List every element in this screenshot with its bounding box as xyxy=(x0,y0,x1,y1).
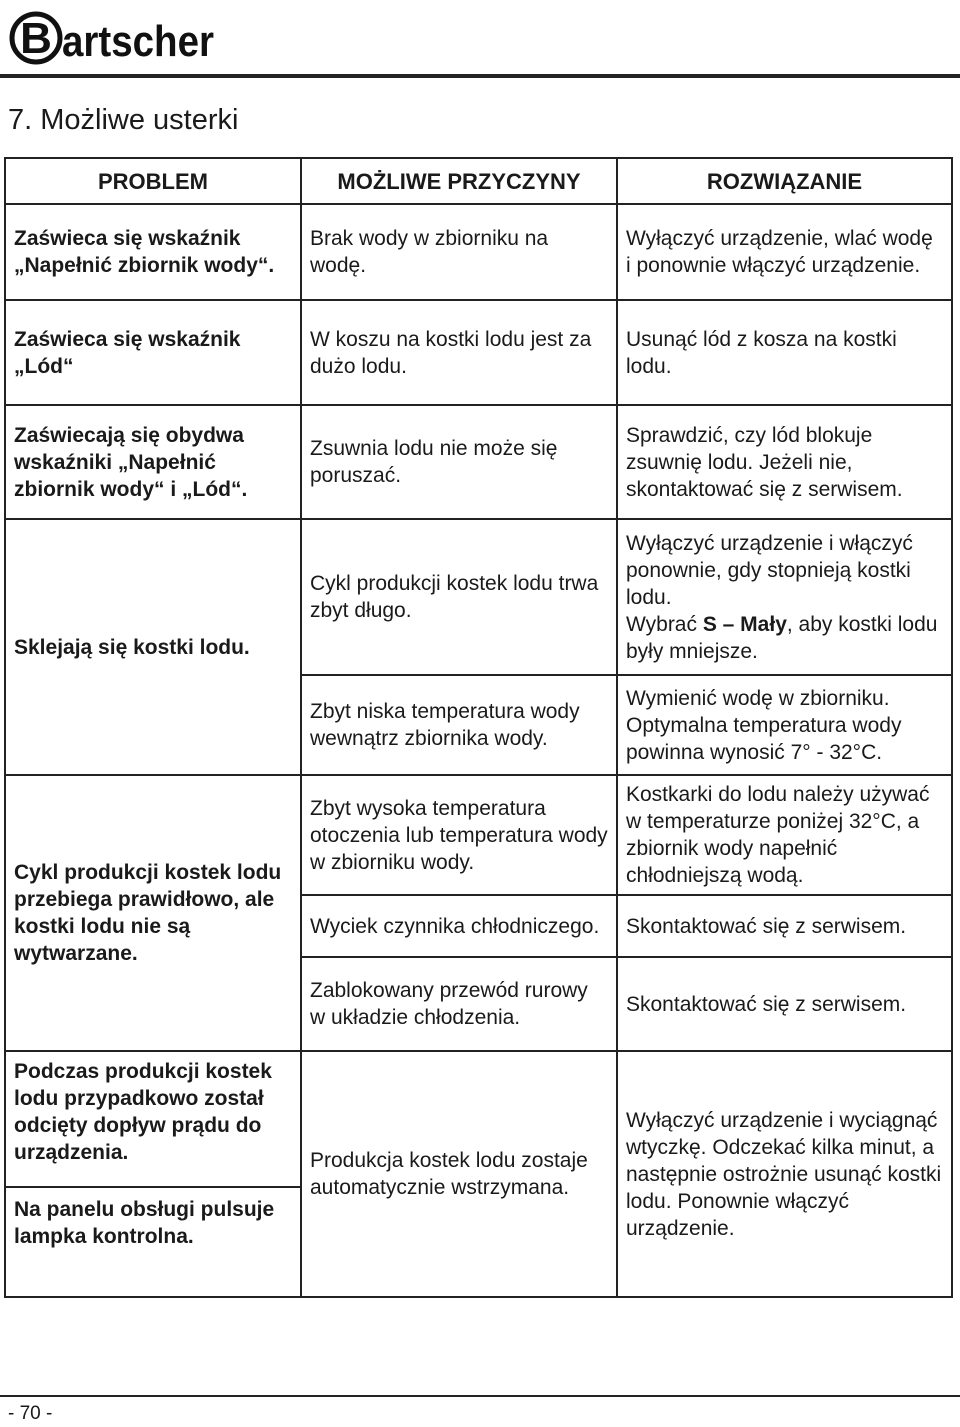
table-row xyxy=(5,1051,952,1297)
table-header-row xyxy=(5,158,952,204)
size-option: S – Mały xyxy=(702,612,787,636)
logo-wordmark: artscher xyxy=(62,17,214,66)
header-problem: PROBLEM xyxy=(5,158,301,204)
solution-cell: Usunąć lód z kosza na kostki lodu. xyxy=(617,300,952,405)
problem-cell: Cykl produkcji kostek lodu przebiega prawidłowo, ale kostki lodu nie są wytwarzane. xyxy=(5,775,301,1051)
solution-cell: Skontaktować się z serwisem. xyxy=(617,895,952,957)
solution-text-size: Wybrać S – Mały, aby kostki lodu były mniejsze. xyxy=(626,612,938,663)
table-row xyxy=(5,519,952,675)
cause-cell: Zbyt wysoka temperatura otoczenia lub temperatura wody w zbiorniku wody. xyxy=(301,775,617,895)
cause-cell: W koszu na kostki lodu jest za dużo lodu. xyxy=(301,300,617,405)
solution-cell: Wyłączyć urządzenie i wyciągnąć wtyczkę. Odczekać kilka minut, a następnie ostrożnie usunąć kostki lodu. Ponownie włączyć urządzenie. xyxy=(617,1051,952,1297)
solution-cell: Sprawdzić, czy lód blokuje zsuwnię lodu. Jeżeli nie, skontaktować się z serwisem. xyxy=(617,405,952,519)
problem-cell: Zaświeca się wskaźnik „Lód“ xyxy=(5,300,301,405)
solution-cell xyxy=(617,519,952,675)
cause-cell: Zablokowany przewód rurowy w układzie chłodzenia. xyxy=(301,957,617,1051)
header-rule xyxy=(0,74,960,78)
cause-cell: Zsuwnia lodu nie może się poruszać. xyxy=(301,405,617,519)
solution-cell: Wymienić wodę w zbiorniku. Optymalna temperatura wody powinna wynosić 7° - 32°C. xyxy=(617,675,952,775)
solution-cell: Wyłączyć urządzenie, wlać wodę i ponownie włączyć urządzenie. xyxy=(617,204,952,300)
header-solution: ROZWIĄZANIE xyxy=(617,158,952,204)
problem-cell: Zaświecają się obydwa wskaźniki „Napełnić zbiornik wody“ i „Lód“. xyxy=(5,405,301,519)
table-row xyxy=(5,405,952,519)
cause-cell: Wyciek czynnika chłodniczego. xyxy=(301,895,617,957)
problem-text-lamp: Na panelu obsługi pulsuje lampka kontrolna. xyxy=(14,1198,275,1248)
footer-rule xyxy=(0,1395,960,1397)
problem-cell: Sklejają się kostki lodu. xyxy=(5,519,301,775)
cause-cell: Zbyt niska temperatura wody wewnątrz zbiornika wody. xyxy=(301,675,617,775)
table-row xyxy=(5,300,952,405)
table-row xyxy=(5,775,952,895)
header-causes: MOŻLIWE PRZYCZYNY xyxy=(301,158,617,204)
cause-cell: Brak wody w zbiorniku na wodę. xyxy=(301,204,617,300)
solution-cell: Kostkarki do lodu należy używać w temperaturze poniżej 32°C, a zbiornik wody napełnić chłodniejszą wodą. xyxy=(617,775,952,895)
table-row xyxy=(5,204,952,300)
troubleshooting-table xyxy=(4,157,953,1298)
problem-cell: Zaświeca się wskaźnik „Napełnić zbiornik wody“. xyxy=(5,204,301,300)
solution-text: Wyłączyć urządzenie i włączyć ponownie, gdy stopnieją kostki lodu. xyxy=(626,531,913,609)
cause-cell: Cykl produkcji kostek lodu trwa zbyt długo. xyxy=(301,519,617,675)
bartscher-logo xyxy=(8,6,218,66)
page-number: - 70 - xyxy=(8,1403,53,1424)
solution-cell: Skontaktować się z serwisem. xyxy=(617,957,952,1051)
problem-cell xyxy=(5,1051,301,1297)
logo-b: B xyxy=(20,14,52,63)
cause-cell: Produkcja kostek lodu zostaje automatycznie wstrzymana. xyxy=(301,1051,617,1297)
problem-text: Podczas produkcji kostek lodu przypadkowo został odcięty dopływ prądu do urządzenia. xyxy=(6,1052,300,1188)
section-title: 7. Możliwe usterki xyxy=(8,104,239,136)
